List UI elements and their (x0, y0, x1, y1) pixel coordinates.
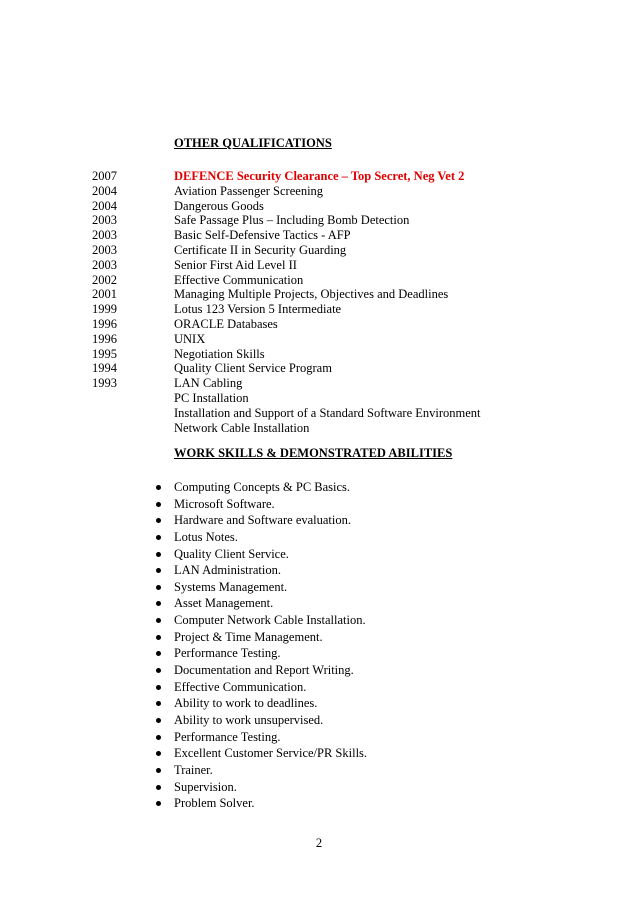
skill-text: Trainer. (174, 762, 213, 777)
skill-list-item (150, 645, 610, 662)
qualification-text: Basic Self-Defensive Tactics - AFP (174, 228, 351, 243)
bullet-icon (156, 518, 161, 523)
bullet-icon (156, 485, 161, 490)
skill-text: Supervision. (174, 779, 237, 794)
bullet-icon (156, 552, 161, 557)
qualification-text: Effective Communication (174, 272, 304, 287)
bullet-icon (156, 601, 161, 606)
qualification-row (92, 361, 612, 376)
bullet-icon (156, 768, 161, 773)
skill-list-item (150, 795, 610, 812)
skill-list-item (150, 745, 610, 762)
skill-text: Quality Client Service. (174, 546, 289, 561)
qualification-text: Dangerous Goods (174, 198, 264, 213)
qualification-row (92, 199, 612, 214)
skill-list-item (150, 479, 610, 496)
bullet-icon (156, 651, 161, 656)
qualification-year: 2002 (92, 272, 117, 287)
bullet-icon (156, 668, 161, 673)
qualification-row (92, 302, 612, 317)
skill-list-item (150, 529, 610, 546)
qualification-text: Installation and Support of a Standard Software Environment (174, 405, 481, 420)
skill-text: Microsoft Software. (174, 496, 275, 511)
qualification-row (92, 406, 612, 421)
work-skills-list (150, 479, 610, 812)
qualification-row (92, 228, 612, 243)
skill-text: Ability to work to deadlines. (174, 696, 318, 711)
skill-text: Effective Communication. (174, 679, 307, 694)
qualification-year: 2003 (92, 213, 117, 228)
qualification-row (92, 287, 612, 302)
qualification-row (92, 213, 612, 228)
skill-list-item (150, 662, 610, 679)
skill-list-item (150, 595, 610, 612)
qualification-year: 2004 (92, 183, 117, 198)
bullet-icon (156, 685, 161, 690)
skill-list-item (150, 695, 610, 712)
qualification-row (92, 243, 612, 258)
bullet-icon (156, 718, 161, 723)
skill-text: Project & Time Management. (174, 629, 323, 644)
qualification-text: ORACLE Databases (174, 316, 278, 331)
skill-list-item (150, 496, 610, 513)
qualification-year: 2003 (92, 242, 117, 257)
page-number: 2 (315, 836, 323, 850)
skill-text: Performance Testing. (174, 729, 281, 744)
bullet-icon (156, 751, 161, 756)
bullet-icon (156, 568, 161, 573)
skill-text: Documentation and Report Writing. (174, 663, 354, 678)
bullet-icon (156, 735, 161, 740)
skill-text: Ability to work unsupervised. (174, 712, 324, 727)
bullet-icon (156, 785, 161, 790)
qualification-text: Network Cable Installation (174, 420, 310, 435)
qualification-row (92, 258, 612, 273)
qualification-year: 2003 (92, 228, 117, 243)
qualification-row (92, 317, 612, 332)
work-skills-heading: WORK SKILLS & DEMONSTRATED ABILITIES (174, 446, 453, 460)
bullet-icon (156, 618, 161, 623)
skill-list-item (150, 612, 610, 629)
qualification-year: 1995 (92, 346, 117, 361)
skill-text: Problem Solver. (174, 796, 255, 811)
qualification-year: 2001 (92, 287, 117, 302)
skill-list-item (150, 729, 610, 746)
qualification-text: Managing Multiple Projects, Objectives and Deadlines (174, 287, 449, 302)
bullet-icon (156, 635, 161, 640)
qualification-text: Negotiation Skills (174, 346, 265, 361)
bullet-icon (156, 535, 161, 540)
qualification-row (92, 347, 612, 362)
qualification-row (92, 169, 612, 184)
qualification-year: 2007 (92, 169, 117, 183)
qualification-year: 1996 (92, 331, 117, 346)
qualification-row (92, 376, 612, 391)
skill-text: Excellent Customer Service/PR Skills. (174, 746, 368, 761)
qualification-text: LAN Cabling (174, 376, 243, 391)
qualification-text: Aviation Passenger Screening (174, 183, 324, 198)
skill-text: Systems Management. (174, 579, 288, 594)
skill-text: Lotus Notes. (174, 529, 238, 544)
qualification-text: PC Installation (174, 390, 249, 405)
qualifications-list (92, 169, 612, 435)
qualification-row (92, 391, 612, 406)
skill-list-item (150, 679, 610, 696)
other-qualifications-heading: OTHER QUALIFICATIONS (174, 136, 332, 150)
skill-list-item (150, 712, 610, 729)
qualification-text: UNIX (174, 331, 206, 346)
qualification-year: 2004 (92, 198, 117, 213)
qualification-text: Safe Passage Plus – Including Bomb Detection (174, 213, 410, 228)
qualification-row (92, 421, 612, 436)
qualification-year: 1999 (92, 302, 117, 317)
skill-list-item (150, 546, 610, 563)
bullet-icon (156, 801, 161, 806)
qualification-year: 1996 (92, 316, 117, 331)
skill-text: LAN Administration. (174, 563, 281, 578)
qualification-text: Quality Client Service Program (174, 361, 332, 376)
skill-text: Performance Testing. (174, 646, 281, 661)
qualification-year: 1993 (92, 376, 117, 391)
skill-list-item (150, 579, 610, 596)
bullet-icon (156, 701, 161, 706)
qualification-text: DEFENCE Security Clearance – Top Secret, Neg Vet 2 (174, 169, 465, 183)
qualification-row (92, 184, 612, 199)
skill-list-item (150, 629, 610, 646)
qualification-text: Senior First Aid Level II (174, 257, 297, 272)
qualification-text: Lotus 123 Version 5 Intermediate (174, 302, 342, 317)
qualification-year: 1994 (92, 361, 117, 376)
skill-list-item (150, 562, 610, 579)
skill-list-item (150, 512, 610, 529)
skill-text: Hardware and Software evaluation. (174, 513, 352, 528)
bullet-icon (156, 585, 161, 590)
qualification-year: 2003 (92, 257, 117, 272)
skill-list-item (150, 762, 610, 779)
skill-text: Asset Management. (174, 596, 274, 611)
bullet-icon (156, 502, 161, 507)
qualification-text: Certificate II in Security Guarding (174, 242, 347, 257)
skill-list-item (150, 779, 610, 796)
skill-text: Computing Concepts & PC Basics. (174, 480, 351, 494)
skill-text: Computer Network Cable Installation. (174, 613, 366, 628)
qualification-row (92, 332, 612, 347)
qualification-row (92, 273, 612, 288)
